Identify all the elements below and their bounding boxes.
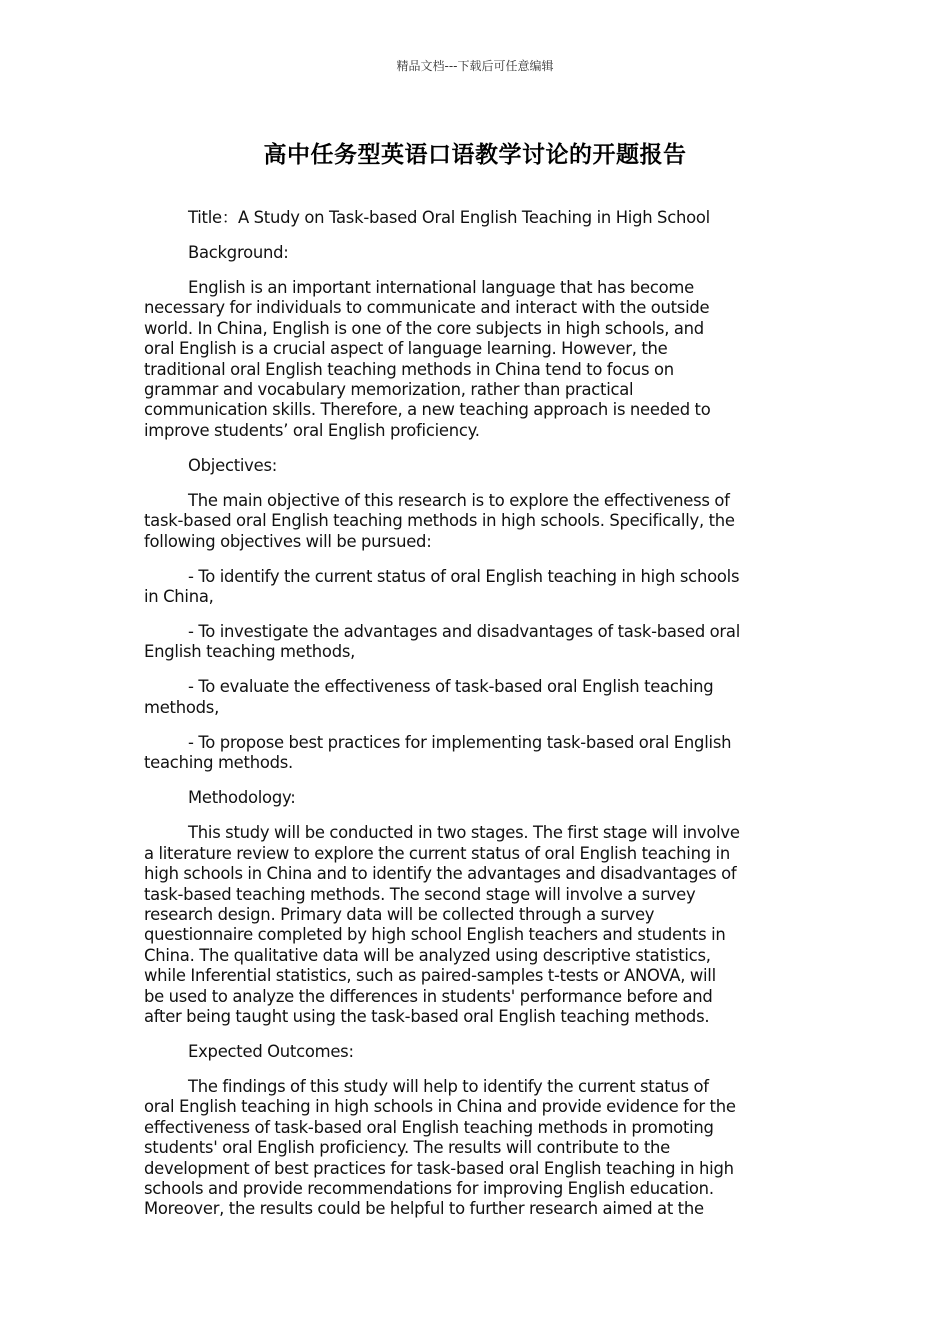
text-line [144,400,824,420]
text-line [144,885,824,905]
line-text: following objectives will be pursued: [144,531,432,551]
text-line [144,532,824,552]
text-line [144,844,824,864]
line-text: while Inferential statistics, such as paired-samples t-tests or ANOVA, will [144,966,716,986]
paragraph-outcomes-text [144,1077,824,1220]
paragraph-title-line [144,208,824,228]
line-text: Title：A Study on Task-based Oral English Teaching in High School [188,208,710,227]
text-line [144,208,824,228]
text-line [144,1138,824,1158]
text-line [144,905,824,925]
line-text: world. In China, English is one of the core subjects in high schools, and [144,318,704,338]
text-line [144,1159,824,1179]
paragraph-objective-1 [144,567,824,608]
line-text: Background: [188,243,289,262]
text-line [144,278,824,298]
text-line [144,642,824,662]
line-text: - To investigate the advantages and disadvantages of task-based oral [188,622,741,642]
paragraph-objectives-text [144,491,824,552]
text-line [144,567,824,587]
text-line [144,491,824,511]
line-text: after being taught using the task-based oral English teaching methods. [144,1006,710,1026]
line-text: This study will be conducted in two stages. The first stage will involve [188,823,740,843]
line-text: in China, [144,587,214,607]
line-text: - To propose best practices for implementing task-based oral English [188,732,732,752]
text-line [144,339,824,359]
text-line [144,319,824,339]
line-text: English teaching methods, [144,642,356,662]
text-line [144,456,824,476]
line-text: methods, [144,697,220,717]
line-text: schools and provide recommendations for improving English education. [144,1178,714,1198]
line-text: be used to analyze the differences in students' performance before and [144,986,713,1006]
paragraph-objective-3 [144,677,824,718]
document-title: 高中任务型英语口语教学讨论的开题报告 [263,142,687,168]
line-text: grammar and vocabulary memorization, rather than practical [144,380,634,400]
paragraph-objectives-heading [144,456,824,476]
text-line [144,864,824,884]
text-line [144,1007,824,1027]
header-note: 精品文档---下载后可任意编辑 [396,59,554,73]
paragraph-methodology-text [144,823,824,1027]
line-text: oral English is a crucial aspect of language learning. However, the [144,339,668,359]
text-line [144,1097,824,1117]
line-text: China. The qualitative data will be analyzed using descriptive statistics, [144,945,711,965]
text-line [144,243,824,263]
paragraph-methodology-heading [144,788,824,808]
text-line [144,788,824,808]
line-text: The findings of this study will help to identify the current status of [188,1076,709,1096]
line-text: - To identify the current status of oral English teaching in high schools [188,566,740,586]
line-text: effectiveness of task-based oral English teaching methods in promoting [144,1117,714,1137]
line-text: high schools in China and to identify the advantages and disadvantages of [144,864,737,884]
line-text: task-based teaching methods. The second stage will involve a survey [144,884,696,904]
text-line [144,823,824,843]
paragraph-outcomes-heading [144,1042,824,1062]
line-text: necessary for individuals to communicate and interact with the outside [144,298,710,318]
line-text: traditional oral English teaching methods in China tend to focus on [144,359,674,379]
line-text: communication skills. Therefore, a new teaching approach is needed to [144,400,711,420]
text-line [144,622,824,642]
text-line [144,946,824,966]
paragraph-background-heading [144,243,824,263]
text-line [144,1042,824,1062]
text-line [144,733,824,753]
text-line [144,677,824,697]
line-text: The main objective of this research is to explore the effectiveness of [188,490,730,510]
paragraph-objective-2 [144,622,824,663]
text-line [144,987,824,1007]
line-text: students' oral English proficiency. The results will contribute to the [144,1138,670,1158]
text-line [144,1077,824,1097]
text-line [144,1179,824,1199]
text-line [144,511,824,531]
document-body [144,208,824,1234]
text-line [144,587,824,607]
text-line [144,925,824,945]
line-text: Expected Outcomes: [188,1041,354,1061]
line-text: Moreover, the results could be helpful to further research aimed at the [144,1199,704,1219]
line-text: research design. Primary data will be collected through a survey [144,904,655,924]
text-line [144,298,824,318]
line-text: - To evaluate the effectiveness of task-based oral English teaching [188,677,714,697]
line-text: a literature review to explore the current status of oral English teaching in [144,843,730,863]
line-text: questionnaire completed by high school English teachers and students in [144,925,726,945]
text-line [144,1118,824,1138]
text-line [144,966,824,986]
paragraph-background-text [144,278,824,441]
line-text: Methodology: [188,788,296,808]
line-text: oral English teaching in high schools in China and provide evidence for the [144,1097,736,1117]
line-text: development of best practices for task-based oral English teaching in high [144,1158,734,1178]
text-line [144,421,824,441]
line-text: teaching methods. [144,753,294,773]
paragraph-objective-4 [144,733,824,774]
line-text: English is an important international language that has become [188,278,694,297]
line-text: task-based oral English teaching methods in high schools. Specifically, the [144,511,735,531]
line-text: improve students’ oral English proficiency. [144,420,480,440]
text-line [144,698,824,718]
line-text: Objectives: [188,455,278,475]
text-line [144,753,824,773]
text-line [144,360,824,380]
text-line [144,380,824,400]
text-line [144,1199,824,1219]
